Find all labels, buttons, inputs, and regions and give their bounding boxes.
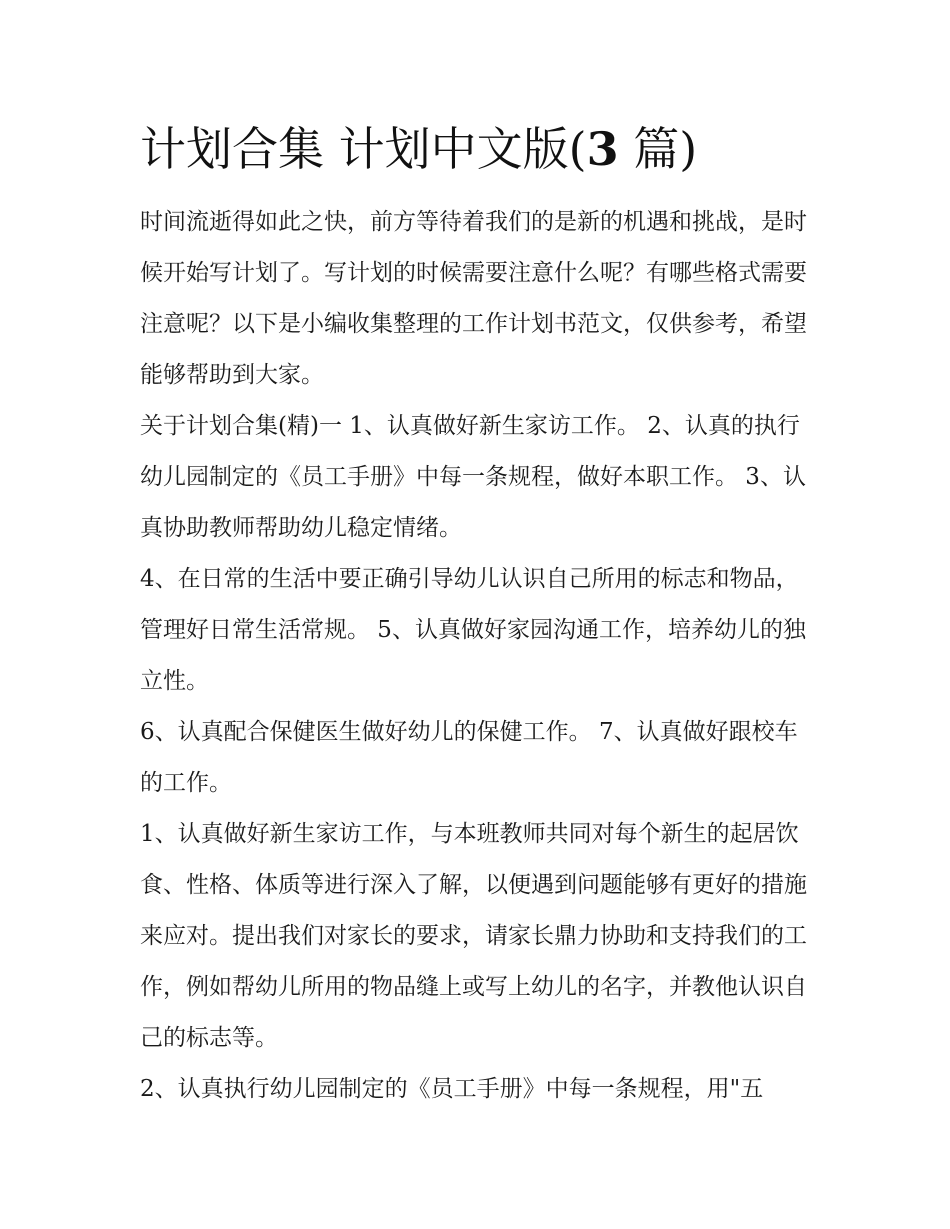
- paragraph-detail-2: 2、认真执行幼儿园制定的《员工手册》中每一条规程，用"五: [140, 1076, 764, 1102]
- paragraph-plan-one: 关于计划合集(精)一 1、认真做好新生家访工作。 2、认真的执行幼儿园制定的《员工手册》中每一条规程，做好本职工作。 3、认真协助教师帮助幼儿稳定情绪。: [140, 413, 806, 541]
- title-count: 3: [586, 122, 619, 176]
- title-main: 计划合集 计划中文版(: [140, 122, 587, 176]
- paragraph-detail-1: 1、认真做好新生家访工作，与本班教师共同对每个新生的起居饮食、性格、体质等进行深入了解，以便遇到问题能够有更好的措施来应对。提出我们对家长的要求，请家长鼎力协助和支持我们的工作，例如帮幼儿所用的物品缝上或写上幼儿的名字，并教他认识自己的标志等。: [140, 821, 807, 1051]
- title-tail: 篇): [618, 122, 698, 176]
- paragraph-items-6-7: 6、认真配合保健医生做好幼儿的保健工作。 7、认真做好跟校车的工作。: [140, 719, 798, 796]
- paragraph-intro: 时间流逝得如此之快，前方等待着我们的是新的机遇和挑战，是时候开始写计划了。写计划的时候需要注意什么呢？有哪些格式需要注意呢？以下是小编收集整理的工作计划书范文，仅供参考，希望能够帮助到大家。: [140, 209, 807, 388]
- document-body: [140, 197, 812, 1115]
- paragraph-items-4-5: 4、在日常的生活中要正确引导幼儿认识自己所用的标志和物品，管理好日常生活常规。 5、认真做好家园沟通工作，培养幼儿的独立性。: [140, 566, 806, 694]
- document-title: [140, 116, 840, 182]
